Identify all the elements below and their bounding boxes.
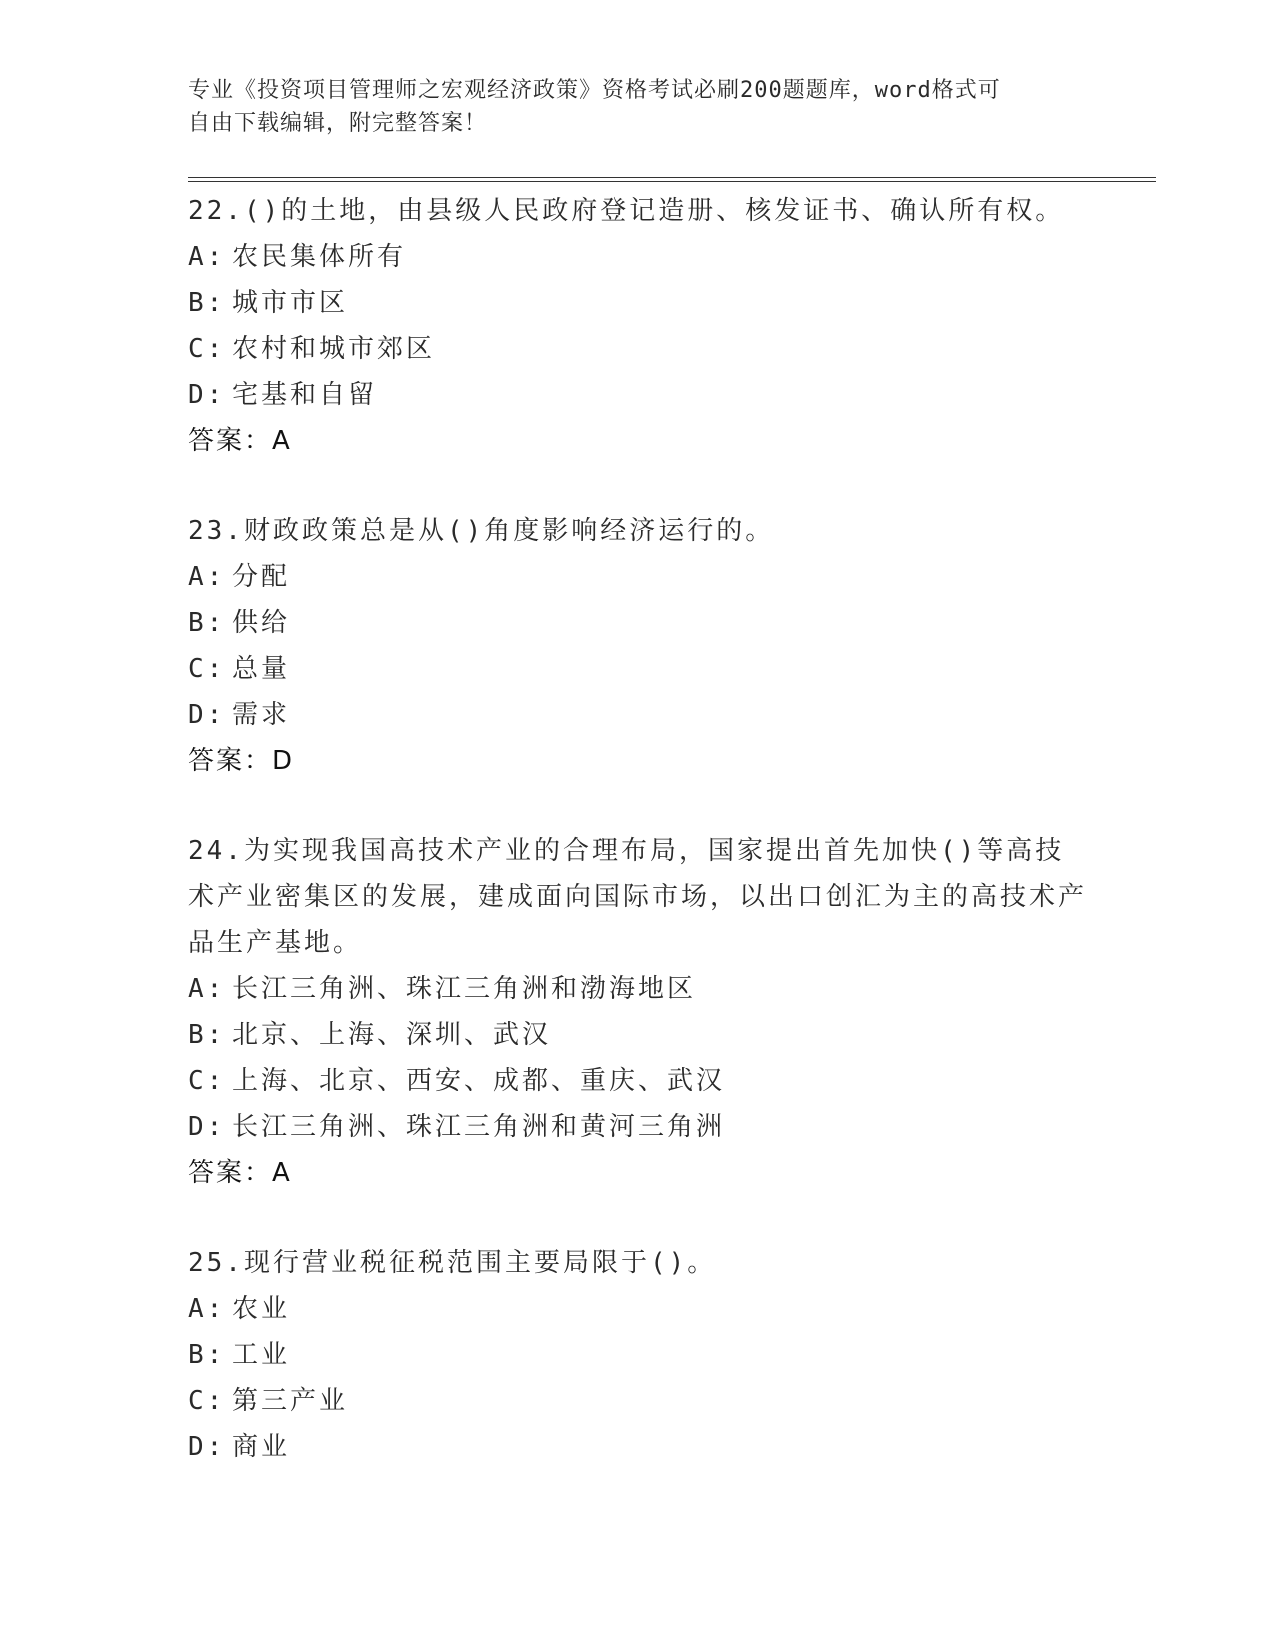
option-text: 长江三角洲、珠江三角洲和渤海地区 [232, 974, 697, 1004]
option-label: C: [188, 334, 226, 364]
header-line-1: 专业《投资项目管理师之宏观经济政策》资格考试必刷200题题库，word格式可 [188, 78, 1001, 103]
question-text: 22.()的土地，由县级人民政府登记造册、核发证书、确认所有权。 [188, 196, 1065, 226]
option-c [188, 646, 1088, 692]
option-text: 需求 [232, 700, 291, 730]
option-label: B: [188, 1020, 226, 1050]
option-d [188, 372, 1088, 418]
option-label: A: [188, 1294, 226, 1324]
option-label: A: [188, 974, 226, 1004]
option-label: B: [188, 1340, 226, 1370]
option-text: 北京、上海、深圳、武汉 [232, 1020, 552, 1050]
option-label: B: [188, 288, 226, 318]
option-text: 宅基和自留 [232, 380, 378, 410]
option-text: 分配 [232, 562, 291, 592]
option-text: 供给 [232, 608, 291, 638]
option-b [188, 1332, 1088, 1378]
option-label: A: [188, 242, 226, 272]
option-label: B: [188, 608, 226, 638]
option-text: 农村和城市郊区 [232, 334, 436, 364]
option-label: C: [188, 1066, 226, 1096]
question-spacer [188, 464, 1088, 508]
option-d [188, 692, 1088, 738]
option-label: C: [188, 654, 226, 684]
option-text: 工业 [232, 1340, 291, 1370]
option-a [188, 554, 1088, 600]
option-label: D: [188, 1112, 226, 1142]
option-label: D: [188, 700, 226, 730]
option-b [188, 600, 1088, 646]
header-divider [188, 177, 1156, 182]
answer-line: 答案：A [188, 1158, 292, 1188]
answer-line: 答案：D [188, 746, 295, 776]
question-text: 25.现行营业税征税范围主要局限于()。 [188, 1248, 717, 1278]
answer-line: 答案：A [188, 426, 292, 456]
question-text: 23.财政政策总是从()角度影响经济运行的。 [188, 516, 775, 546]
option-a [188, 1286, 1088, 1332]
document-header [188, 74, 1068, 140]
question-25 [188, 1240, 1088, 1470]
option-d [188, 1104, 1088, 1150]
option-text: 总量 [232, 654, 291, 684]
question-24 [188, 828, 1088, 1196]
option-c [188, 1058, 1088, 1104]
option-a [188, 234, 1088, 280]
option-b [188, 1012, 1088, 1058]
option-text: 城市市区 [232, 288, 349, 318]
option-text: 农业 [232, 1294, 291, 1324]
option-label: D: [188, 1432, 226, 1462]
option-label: A: [188, 562, 226, 592]
question-text: 24.为实现我国高技术产业的合理布局，国家提出首先加快()等高技术产业密集区的发展，建成面向国际市场，以出口创汇为主的高技术产品生产基地。 [188, 836, 1088, 958]
option-text: 第三产业 [232, 1386, 349, 1416]
question-23 [188, 508, 1088, 784]
question-spacer [188, 784, 1088, 828]
option-a [188, 966, 1088, 1012]
option-text: 农民集体所有 [232, 242, 407, 272]
option-c [188, 1378, 1088, 1424]
option-c [188, 326, 1088, 372]
option-label: C: [188, 1386, 226, 1416]
option-text: 长江三角洲、珠江三角洲和黄河三角洲 [232, 1112, 726, 1142]
question-spacer [188, 1196, 1088, 1240]
question-list [188, 188, 1088, 1470]
option-d [188, 1424, 1088, 1470]
option-label: D: [188, 380, 226, 410]
option-b [188, 280, 1088, 326]
question-22 [188, 188, 1088, 464]
option-text: 商业 [232, 1432, 291, 1462]
header-line-2: 自由下载编辑，附完整答案！ [188, 111, 488, 136]
option-text: 上海、北京、西安、成都、重庆、武汉 [232, 1066, 726, 1096]
